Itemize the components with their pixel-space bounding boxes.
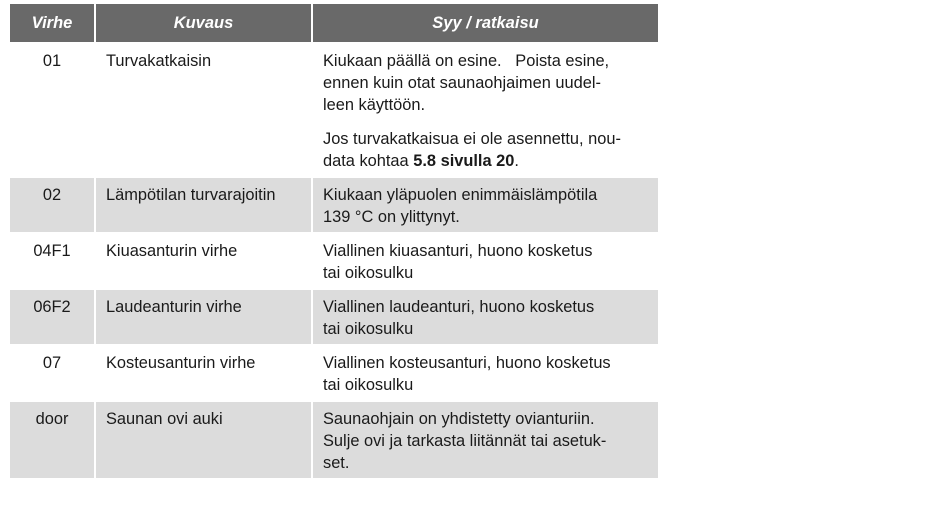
- cause-line: Viallinen kosteusanturi, huono kosketus: [323, 354, 611, 372]
- cause-line: Jos turvakatkaisua ei ole asennettu, nou-: [323, 130, 621, 148]
- cause-line: ennen kuin otat saunaohjaimen uudel-: [323, 74, 601, 92]
- table-row: [10, 346, 658, 402]
- error-cause: [313, 234, 658, 288]
- cause-line: Kiukaan päällä on esine. Poista esine,: [323, 52, 610, 70]
- error-cause: [313, 178, 658, 232]
- error-code-table: [10, 4, 658, 480]
- error-cause: [313, 44, 658, 176]
- error-description: Saunan ovi auki: [96, 402, 313, 478]
- table-row: [10, 290, 658, 346]
- cause-line: Kiukaan yläpuolen enimmäislämpötila: [323, 186, 598, 204]
- error-description: Kosteusanturin virhe: [96, 346, 313, 400]
- header-code: Virhe: [10, 4, 96, 42]
- error-code: door: [10, 402, 96, 478]
- cause-text: .: [514, 152, 519, 170]
- table-row: [10, 234, 658, 290]
- cause-line: Viallinen laudeanturi, huono kosketus: [323, 298, 595, 316]
- error-description: Kiuasanturin virhe: [96, 234, 313, 288]
- cause-line: set.: [323, 454, 350, 472]
- table-row: [10, 44, 658, 178]
- cause-text: data kohtaa: [323, 152, 414, 170]
- cause-line: Viallinen kiuasanturi, huono kosketus: [323, 242, 593, 260]
- table-row: [10, 178, 658, 234]
- error-code: 02: [10, 178, 96, 232]
- cause-line: 139 °C on ylittynyt.: [323, 208, 460, 226]
- cause-line: Saunaohjain on yhdistetty ovianturiin.: [323, 410, 595, 428]
- cause-line: [323, 150, 648, 172]
- cause-line: Sulje ovi ja tarkasta liitännät tai asetuk-: [323, 432, 607, 450]
- cause-line: leen käyttöön.: [323, 96, 426, 114]
- error-description: Turvakatkaisin: [96, 44, 313, 176]
- error-code: 07: [10, 346, 96, 400]
- section-reference: 5.8 sivulla 20: [413, 152, 515, 170]
- error-cause: [313, 290, 658, 344]
- cause-line: tai oikosulku: [323, 376, 414, 394]
- header-cause: Syy / ratkaisu: [432, 14, 539, 32]
- header-description: Kuvaus: [96, 4, 313, 42]
- error-code: 01: [10, 44, 96, 176]
- cause-line: tai oikosulku: [323, 264, 414, 282]
- error-description: Lämpötilan turvarajoitin: [96, 178, 313, 232]
- error-description: Laudeanturin virhe: [96, 290, 313, 344]
- cause-line: tai oikosulku: [323, 320, 414, 338]
- error-code: 04F1: [10, 234, 96, 288]
- error-code: 06F2: [10, 290, 96, 344]
- error-cause: [313, 346, 658, 400]
- table-row: [10, 402, 658, 480]
- error-cause: [313, 402, 658, 478]
- table-header-row: [10, 4, 658, 44]
